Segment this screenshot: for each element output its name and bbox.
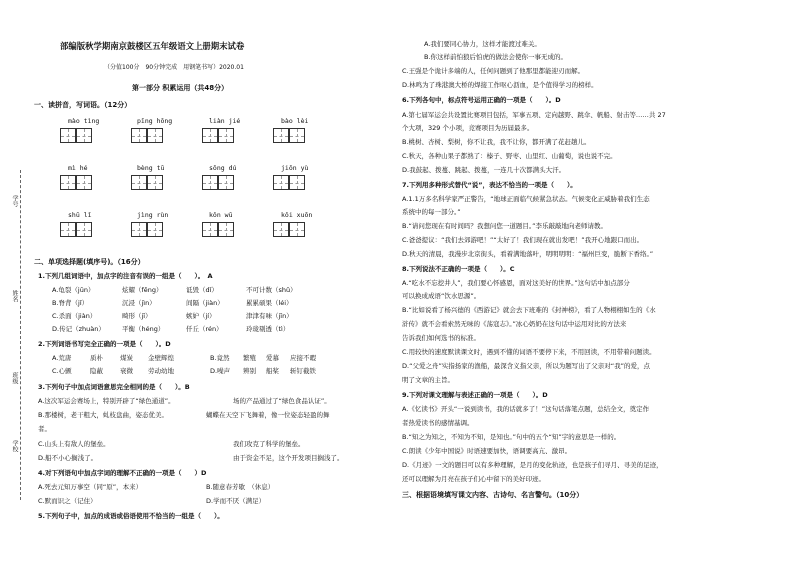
option-text: 平衡（héng） bbox=[122, 325, 165, 333]
char-box[interactable] bbox=[147, 175, 163, 190]
pinyin-4: bào lèi bbox=[281, 117, 309, 125]
q3-option-b-cont: 蝴蝶在天空下飞舞着，像一位姿态轻盈的舞 bbox=[206, 411, 330, 419]
option-text: 沉浸（jìn） bbox=[122, 299, 156, 307]
pinyin-6: bèng tū bbox=[137, 164, 165, 172]
char-box[interactable] bbox=[131, 175, 147, 190]
pinyin-11: kǒn wū bbox=[209, 211, 233, 219]
char-box[interactable] bbox=[60, 128, 76, 143]
option-text: 嫉妒（jí） bbox=[186, 312, 216, 320]
pinyin-3: liàn jié bbox=[209, 117, 241, 125]
pinyin-8: jiōn yù bbox=[281, 164, 309, 172]
page-title: 部编版秋学期南京鼓楼区五年级语文上册期末试卷 bbox=[60, 41, 245, 51]
char-box[interactable] bbox=[131, 222, 147, 237]
char-box[interactable] bbox=[273, 128, 289, 143]
binding-line bbox=[20, 170, 21, 500]
pinyin-1: mào tìng bbox=[68, 117, 100, 125]
char-box[interactable] bbox=[76, 175, 92, 190]
char-box[interactable] bbox=[202, 222, 218, 237]
option-text: 不可计数（shǔ） bbox=[246, 286, 297, 294]
q3-option-a: A.这次军运会赛场上，特别开辟了“绿色通道”。 bbox=[38, 397, 175, 405]
option-text: 仟丘（rén） bbox=[186, 325, 223, 333]
pinyin-2: pīng hōng bbox=[137, 117, 173, 125]
q4-text: 4.对下列语句中加点字词的理解不正确的一项是（ ）D bbox=[38, 469, 207, 477]
char-box[interactable] bbox=[289, 128, 305, 143]
option-text: 津津有味（jīn） bbox=[246, 312, 293, 320]
char-box[interactable] bbox=[76, 128, 92, 143]
q8-line: C.用较快的速度默读课文时，遇到不懂的词语不要停下来，不用回读，不用带着问题读。 bbox=[402, 348, 656, 356]
option-text: 诋毁（dǐ） bbox=[186, 286, 218, 294]
binding-field-student-id: 学号 bbox=[11, 195, 18, 207]
option-text: C.心颤 bbox=[52, 367, 72, 375]
char-box[interactable] bbox=[218, 222, 234, 237]
option-text: A.荒唐 bbox=[52, 354, 72, 362]
char-box[interactable] bbox=[202, 128, 218, 143]
option-text: 应接不暇 bbox=[290, 354, 316, 362]
q5-option-b: B.你这样前怕狼后怕虎的做法会使你一事无成的。 bbox=[424, 53, 568, 61]
q3-option-d: D.船不小心搁浅了。 bbox=[38, 454, 98, 462]
option-text: 辨别 bbox=[243, 367, 256, 375]
q3-option-c-cont: 我们攻克了科学的堡垒。 bbox=[233, 440, 305, 448]
q3-option-b-end: 者。 bbox=[38, 425, 51, 433]
q3-option-a-cont: 场的产品通过了“绿色食品认证”。 bbox=[233, 397, 331, 405]
q3-option-b: B.那楼树，老干粗大，虬枝盘曲，姿态优美。 bbox=[38, 411, 169, 419]
q3-text: 3.下列句子中加点词语意思完全相同的是（ ）。B bbox=[38, 383, 190, 391]
char-box[interactable] bbox=[289, 175, 305, 190]
char-box[interactable] bbox=[76, 222, 92, 237]
q8-line: 明了文章的主旨。 bbox=[402, 376, 454, 384]
binding-field-class: 班级 bbox=[11, 372, 18, 384]
exam-meta: （分值100分 90分钟完成 用钢笔书写）2020.01 bbox=[104, 64, 244, 71]
binding-field-name: 姓名 bbox=[11, 290, 18, 302]
q3-option-d-cont: 由于资金不足，这个开发项目搁浅了。 bbox=[233, 454, 344, 462]
part1-heading: 第一部分 积累运用（共48分） bbox=[132, 84, 229, 92]
option-text: 斩钉截铁 bbox=[290, 367, 316, 375]
option-text: 劳动幼地 bbox=[148, 367, 174, 375]
q4-option-b: B.随意春芳歇 （休息） bbox=[206, 483, 275, 491]
q5-option-c: C.王强是个诡计多端的人，任何问题到了他那里都能迎刃而解。 bbox=[402, 67, 585, 75]
char-box[interactable] bbox=[147, 128, 163, 143]
char-box[interactable] bbox=[218, 128, 234, 143]
pinyin-10: jìng rùn bbox=[137, 211, 169, 219]
q9-line: 还可以理解为月亮在孩子们心中留下的美好印迹。 bbox=[402, 475, 545, 483]
q8-line: 告诉我们如何选书的标准。 bbox=[402, 334, 480, 342]
option-text: 衰微 bbox=[120, 367, 133, 375]
pinyin-5: mì hé bbox=[68, 164, 88, 172]
q8-line: A.“吃水不忘挖井人”，我们要心怀感恩，面对这美好的世界。”这句话中加点部分 bbox=[402, 279, 630, 287]
q9-line: D.《月迹》一文的题目可以有多种理解，是月的变化轨迹，也是孩子们寻月、寻美的足迹， bbox=[402, 461, 663, 469]
q4-option-a: A.死去元知万事空（同“原”，本来） bbox=[38, 483, 143, 491]
q8-line: D.“父爱之舟”实指扬家的渔船，最深含义指父亲，所以为题写出了父亲对“我”的爱，点 bbox=[402, 362, 651, 370]
char-box[interactable] bbox=[289, 222, 305, 237]
q7-line: B.“请问您现在有时间吗？我想问您一道题目。”李乐敲敲地向老师请教。 bbox=[402, 222, 608, 230]
q9-line: C.朗读《少年中国说》时语速要加快，语调要高亢、激昂。 bbox=[402, 447, 572, 455]
option-text: 玲珑剔透（tì） bbox=[246, 325, 290, 333]
option-text: D.噪声 bbox=[210, 367, 231, 375]
q9-text: 9.下列对课文理解与表述正确的一项是（ ）。D bbox=[402, 391, 548, 399]
q9-line: B.“知之为知之，不知为不知，是知也。”句中的五个“知”字的意思是一样的。 bbox=[402, 433, 621, 441]
char-box[interactable] bbox=[273, 222, 289, 237]
q3-option-c: C.山头上有敌人的堡垒。 bbox=[38, 440, 110, 448]
q9-line: 者热爱读书的感情基调。 bbox=[402, 419, 474, 427]
q6-line: 个大项，329 个小项，竞赛项目为历届最多。 bbox=[402, 124, 534, 132]
option-text: 隐蔽 bbox=[90, 367, 103, 375]
option-text: B.竟然 bbox=[210, 354, 230, 362]
q7-line: D.秋天的清晨，我漫步北京街头，看着满地落叶，明明明明：“福州巨变，脆断下香络。” bbox=[402, 250, 654, 258]
char-box[interactable] bbox=[147, 222, 163, 237]
pinyin-9: shū lǐ bbox=[68, 211, 92, 219]
q6-line: C.秋天，各种山果子都熟了：榛子、野枣、山里红、山葡萄，说也说不完。 bbox=[402, 152, 617, 160]
section3-heading: 三、根据语境填写课文内容、古诗句、名言警句。（10分） bbox=[402, 491, 584, 499]
option-text: C.杀面（jiàn） bbox=[52, 312, 97, 320]
q7-text: 7.下列用多种形式替代“说”，表达不恰当的一项是（ ）。 bbox=[402, 181, 577, 189]
option-text: 金壁辉煌 bbox=[148, 354, 174, 362]
q7-line: 系统中的每一部分。” bbox=[402, 208, 461, 216]
option-text: 煤炭 bbox=[120, 354, 133, 362]
q4-option-c: C.默而识之（记住） bbox=[38, 497, 97, 505]
option-text: 繁殖 bbox=[243, 354, 256, 362]
option-text: 畸形（jī） bbox=[122, 312, 152, 320]
pinyin-7: sōng dú bbox=[209, 164, 237, 172]
section2-heading: 二、单项选择题(填序号)。（16分） bbox=[34, 258, 145, 266]
option-text: B.脊背（jǐ） bbox=[52, 299, 89, 307]
q7-line: C.爸爸提议：“我们去郊游吧！”“太好了！我们现在就出发吧！”我开心地跟口而出。 bbox=[402, 236, 644, 244]
section1-heading: 一、读拼音，写词语。（12分） bbox=[34, 101, 132, 109]
option-text: 爱慕 bbox=[266, 354, 279, 362]
char-box[interactable] bbox=[60, 175, 76, 190]
option-text: 炫耀（fēng） bbox=[122, 286, 163, 294]
q4-option-d: D.学而不厌（满足） bbox=[206, 497, 266, 505]
q9-line: A.《忆读书》开头“一说到读书，我的话就多了！”这句话落笔点题，总结全文，奠定作 bbox=[402, 405, 650, 413]
q6-text: 6.下列各句中，标点符号运用正确的一项是（ ）。D bbox=[402, 96, 561, 104]
q1-text: 1.下列几组词语中，加点字的注音有误的一组是（ ）。 A bbox=[38, 272, 213, 280]
q6-line: A.第七届军运会共设置比赛项目包括，军事五项、定向越野、跳伞、帆船、射击等……共 27 bbox=[402, 111, 666, 119]
q5-option-a: A.我们要同心协力，这样才能渡过难关。 bbox=[424, 40, 541, 48]
q8-line: 可以换成成语“饮水思源”。 bbox=[402, 292, 481, 300]
char-box[interactable] bbox=[202, 175, 218, 190]
char-box[interactable] bbox=[131, 128, 147, 143]
char-box[interactable] bbox=[218, 175, 234, 190]
q8-line: B.“比如说看了杨兴德的《西游记》就会去下班难的《封神榜》，看了人物栩栩如生的《水 bbox=[402, 306, 656, 314]
q6-line: D.我鼓起、拨蔓、跳起、拨蔓，一连几十次都满头大汗。 bbox=[402, 166, 566, 174]
option-text: 累累硕果（léi） bbox=[246, 299, 293, 307]
q7-line: A.1.1万多名科学家严正警告，“地球正面临气候紧急状态。气候变化正威胁着我们生态 bbox=[402, 195, 650, 203]
q8-text: 8.下列说法不正确的一项是（ ）。C bbox=[402, 265, 515, 273]
q6-line: B.桃树、杏树、梨树，你不让我，我不让你，都开满了花赶趟儿。 bbox=[402, 138, 591, 146]
option-text: A.龟裂（jūn） bbox=[52, 286, 95, 294]
binding-field-school: 学校 bbox=[11, 440, 18, 452]
q2-text: 2.下列词语书写完全正确的一项是（ ）。D bbox=[38, 340, 171, 348]
q5-option-d: D.林鸣为了珠港澳大桥的焊接工作呕心沥血，是个值得学习的榜样。 bbox=[402, 81, 598, 89]
option-text: 间隔（jiàn） bbox=[186, 299, 224, 307]
pinyin-12: kǒi xuōn bbox=[281, 211, 313, 219]
q8-line: 浒传》就不会看索然无味的《荡寇志》。”冰心奶奶在这句话中运用对比的方法来 bbox=[402, 320, 627, 328]
char-box[interactable] bbox=[273, 175, 289, 190]
option-text: 船桨 bbox=[266, 367, 279, 375]
option-text: 质朴 bbox=[90, 354, 103, 362]
q5-text: 5.下列句子中，加点的成语或俗语使用不恰当的一组是（ ）。 bbox=[38, 512, 224, 520]
option-text: D.传记（zhuàn） bbox=[52, 325, 105, 333]
char-box[interactable] bbox=[60, 222, 76, 237]
